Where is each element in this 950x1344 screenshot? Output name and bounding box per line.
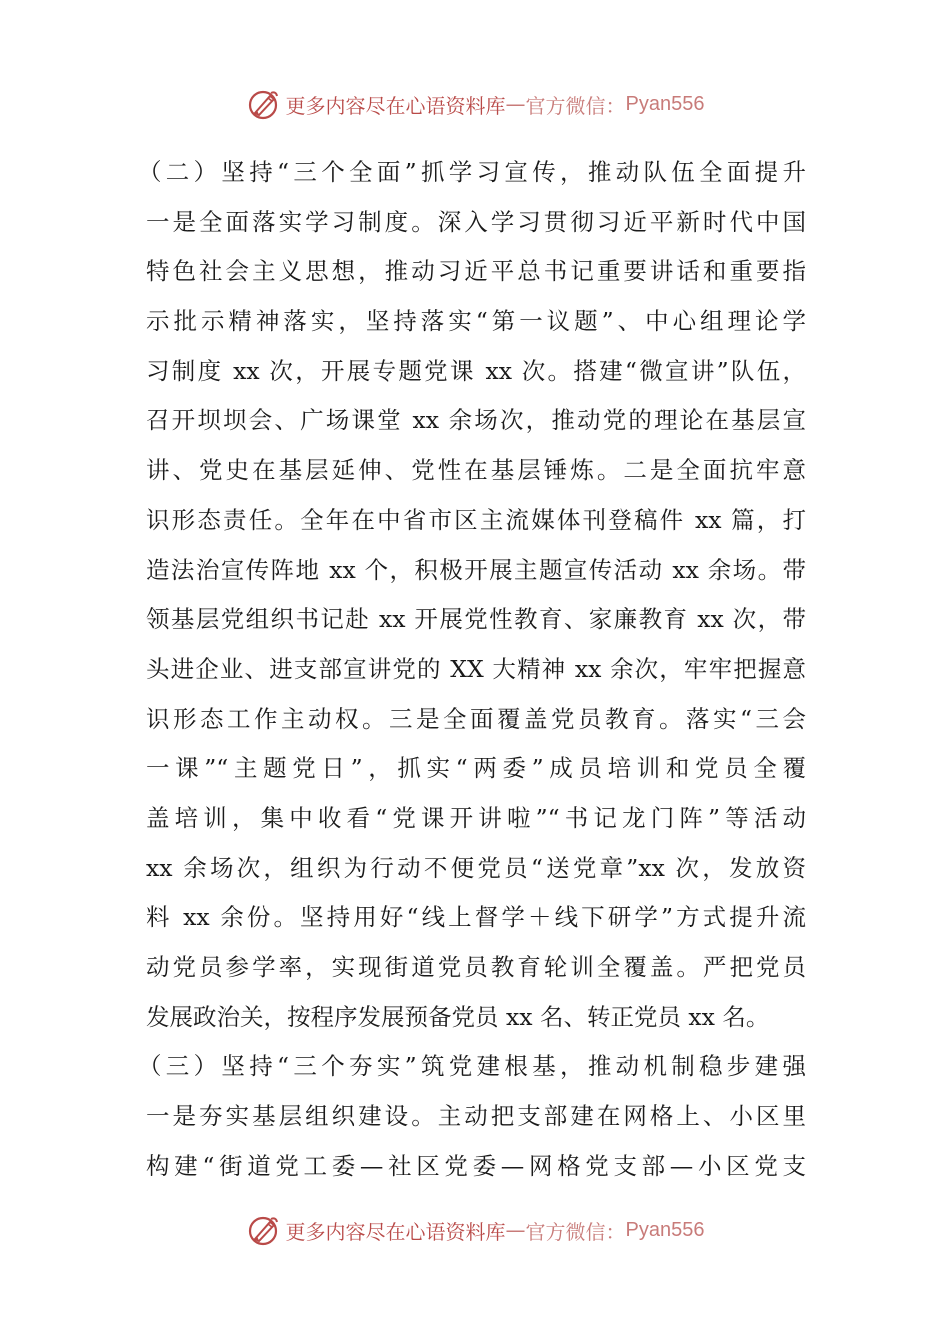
paragraph-line: 讲、党史在基层延伸、党性在基层锤炼。二是全面抗牢意	[146, 456, 806, 485]
pen-logo-icon	[246, 86, 282, 122]
document-body	[138, 148, 806, 1191]
paragraph-line: 一是夯实基层组织建设。主动把支部建在网格上、小区里	[146, 1102, 806, 1131]
paragraph-line-last: 发展政治关，按程序发展预备党员 xx 名、转正党员 xx 名。	[146, 1002, 770, 1031]
banner-dash: —	[505, 92, 526, 116]
banner-dash: —	[505, 1218, 526, 1242]
paragraph-line: 一是全面落实学习制度。深入学习贯彻习近平新时代中国	[146, 207, 806, 236]
banner-wechat-id: Pyan556	[625, 92, 705, 115]
banner-wechat-id: Pyan556	[625, 1218, 705, 1241]
paragraph-line: 习制度 xx 次，开展专题党课 xx 次。搭建“微宣讲”队伍，	[146, 356, 806, 385]
paragraph-line: 头进企业、进支部宣讲党的 XX 大精神 xx 余次，牢牢把握意	[146, 654, 806, 683]
banner-slogan: 更多内容尽在心语资料库	[285, 1219, 506, 1244]
banner-wechat-label: 官方微信：	[525, 93, 626, 118]
paragraph-line: 一课”“主题党日”，抓实“两委”成员培训和党员全覆	[146, 754, 806, 783]
header-banner	[0, 84, 950, 124]
paragraph-line: 示批示精神落实，坚持落实“第一议题”、中心组理论学	[146, 307, 806, 336]
paragraph-line: 特色社会主义思想，推动习近平总书记重要讲话和重要指	[146, 257, 806, 286]
paragraph-line: 盖培训，集中收看“党课开讲啦”“书记龙门阵”等活动	[146, 803, 806, 832]
paragraph-line: 识形态责任。全年在中省市区主流媒体刊登稿件 xx 篇，打	[146, 505, 806, 534]
section-heading-3: （三）坚持“三个夯实”筑党建根基，推动机制稳步建强	[138, 1052, 806, 1081]
pen-logo-icon	[246, 1212, 282, 1248]
paragraph-line: 领基层党组织书记赴 xx 开展党性教育、家廉教育 xx 次，带	[146, 605, 806, 634]
paragraph-line: 造法治宣传阵地 xx 个，积极开展主题宣传活动 xx 余场。带	[146, 555, 806, 584]
paragraph-line: 识形态工作主动权。三是全面覆盖党员教育。落实“三会	[146, 704, 806, 733]
footer-banner	[0, 1210, 950, 1250]
paragraph-line: 构建“街道党工委—社区党委—网格党支部—小区党支	[146, 1151, 806, 1180]
paragraph-line: 料 xx 余份。坚持用好“线上督学＋线下研学”方式提升流	[146, 903, 806, 932]
section-heading-2: （二）坚持“三个全面”抓学习宣传，推动队伍全面提升	[138, 158, 806, 186]
paragraph-line: xx 余场次，组织为行动不便党员“送党章”xx 次，发放资	[146, 853, 806, 882]
paragraph-line: 动党员参学率，实现街道党员教育轮训全覆盖。严把党员	[146, 953, 806, 981]
banner-wechat-label: 官方微信：	[525, 1219, 626, 1244]
paragraph-line: 召开坝坝会、广场课堂 xx 余场次，推动党的理论在基层宣	[146, 406, 806, 435]
banner-slogan: 更多内容尽在心语资料库	[285, 93, 506, 118]
